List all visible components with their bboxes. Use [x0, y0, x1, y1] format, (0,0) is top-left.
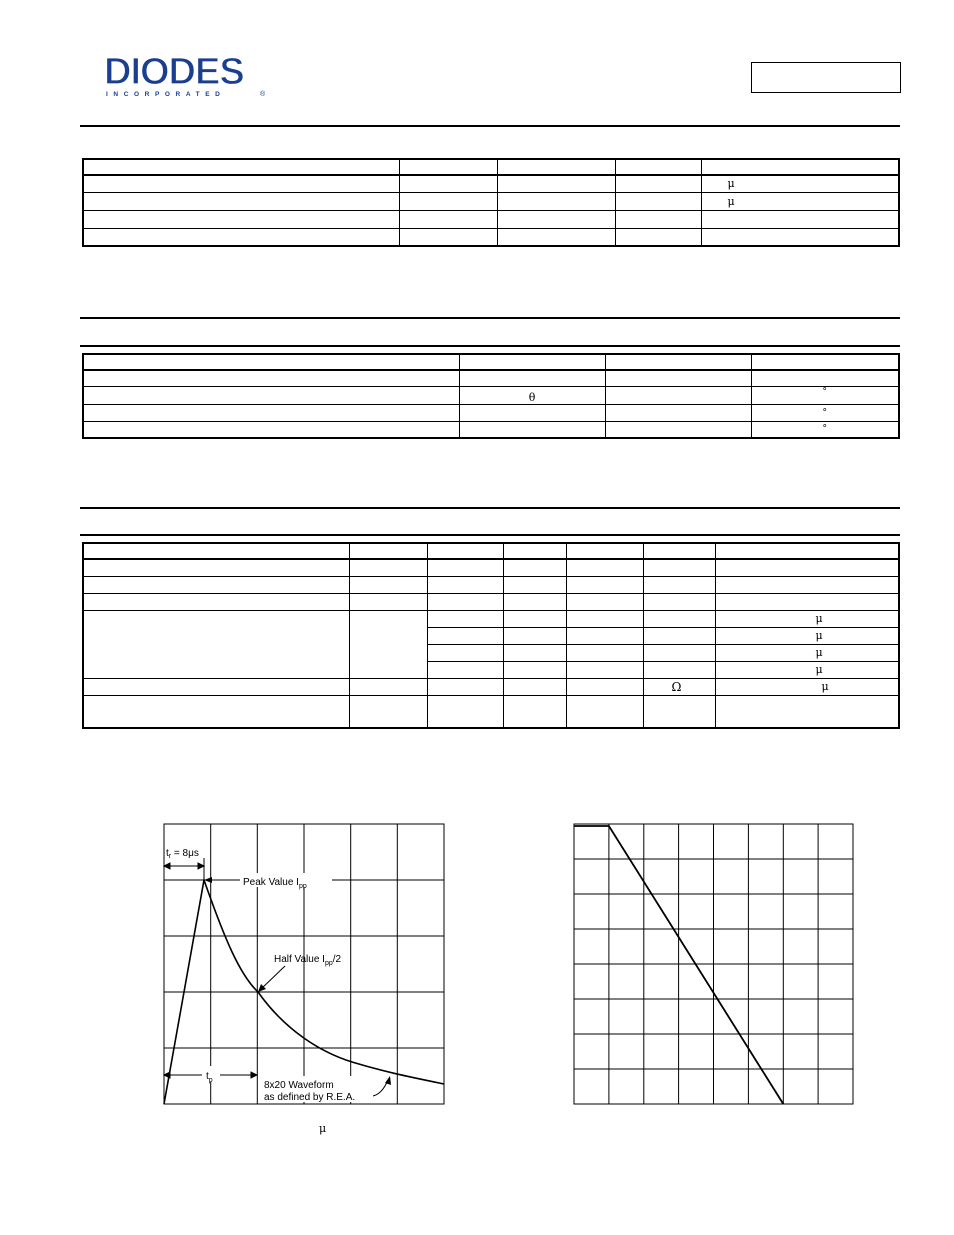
table-row	[83, 421, 899, 438]
degree-symbol: °	[751, 421, 899, 438]
figure-2-grid	[574, 824, 853, 1104]
table-3-header-row	[83, 543, 899, 559]
section-rule-1	[80, 125, 900, 127]
peak-value-label: Peak Value $I_{pp}$	[243, 877, 307, 890]
theta-symbol: θ	[459, 386, 605, 404]
fig1-axis-mu: μ	[319, 1122, 327, 1135]
unit-cell: μ	[715, 678, 899, 695]
table-row	[83, 175, 899, 192]
logo-wordmark: DIODES	[104, 51, 244, 93]
figure-2-derating	[570, 820, 860, 1110]
half-value-leader	[260, 966, 285, 990]
table-row	[83, 370, 899, 386]
table-row	[83, 576, 899, 593]
table-row	[83, 610, 899, 627]
table-row	[83, 228, 899, 246]
table-row	[83, 192, 899, 210]
waveform-note-line-2: as defined by R.E.A.	[264, 1092, 356, 1103]
table-row	[83, 593, 899, 610]
table-row	[83, 678, 899, 695]
section-rule-2	[80, 317, 900, 319]
table-row	[83, 386, 899, 404]
unit-cell: μ	[715, 661, 899, 678]
unit-cell: μ	[701, 175, 899, 192]
diodes-logo	[104, 50, 269, 100]
logo-subtitle: INCORPORATED	[106, 91, 226, 98]
degree-symbol: °	[751, 386, 899, 404]
waveform-note-line-1: 8x20 Waveform	[264, 1080, 334, 1091]
table-row	[83, 404, 899, 421]
table-row	[83, 559, 899, 576]
section-rule-3	[80, 507, 900, 509]
part-number-box	[751, 62, 901, 93]
degree-symbol: °	[751, 404, 899, 421]
tr-dimension-arrow	[164, 858, 204, 880]
logo-graphic	[104, 50, 269, 100]
unit-cell: μ	[715, 610, 899, 627]
table-2	[82, 353, 900, 439]
unit-cell: μ	[715, 644, 899, 661]
ohm-symbol: Ω	[643, 678, 715, 695]
tr-label: $t_r = 8\mu s$	[166, 848, 199, 860]
unit-cell: μ	[701, 192, 899, 210]
logo-registered-mark: ®	[260, 91, 266, 98]
unit-cell: μ	[715, 627, 899, 644]
table-1	[82, 158, 900, 247]
table-row	[83, 210, 899, 228]
tp-label: $t_p$	[206, 1071, 213, 1084]
figure-1-pulse-waveform	[160, 820, 450, 1110]
table-2-header-row	[83, 354, 899, 370]
section-rule-2b	[80, 345, 900, 347]
table-row	[83, 695, 899, 728]
half-value-label: Half Value $I_{pp}/2$	[274, 954, 342, 967]
section-rule-3b	[80, 534, 900, 536]
table-1-header-row	[83, 159, 899, 175]
table-3	[82, 542, 900, 729]
